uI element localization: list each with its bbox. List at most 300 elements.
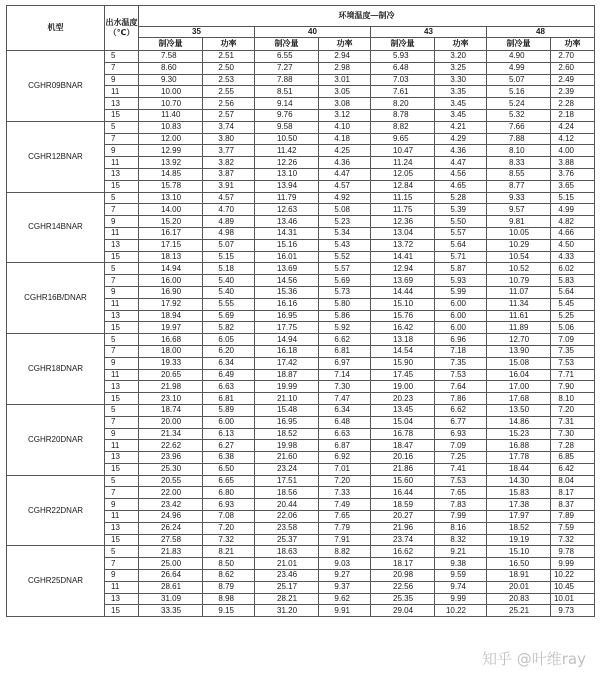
capacity-cell: 12.70: [487, 334, 551, 346]
capacity-cell: 25.00: [139, 558, 203, 570]
capacity-cell: 11.15: [371, 192, 435, 204]
capacity-cell: 19.99: [255, 381, 319, 393]
capacity-cell: 9.57: [487, 204, 551, 216]
power-cell: 3.91: [203, 180, 255, 192]
power-cell: 6.13: [203, 428, 255, 440]
capacity-cell: 18.52: [255, 428, 319, 440]
power-cell: 5.18: [203, 263, 255, 275]
capacity-cell: 16.78: [371, 428, 435, 440]
power-cell: 2.18: [551, 109, 595, 121]
power-cell: 4.36: [319, 157, 371, 169]
power-cell: 10.22: [551, 570, 595, 582]
power-cell: 3.82: [203, 157, 255, 169]
capacity-cell: 25.17: [255, 581, 319, 593]
power-cell: 7.30: [319, 381, 371, 393]
capacity-cell: 16.88: [487, 440, 551, 452]
capacity-cell: 16.04: [487, 369, 551, 381]
power-cell: 9.21: [435, 546, 487, 558]
power-cell: 6.62: [319, 334, 371, 346]
water-temp-cell: 7: [105, 558, 139, 570]
capacity-cell: 15.48: [255, 404, 319, 416]
capacity-cell: 10.05: [487, 227, 551, 239]
water-temp-cell: 11: [105, 511, 139, 523]
performance-table-sheet: [6, 5, 594, 617]
capacity-cell: 5.32: [487, 109, 551, 121]
capacity-cell: 25.21: [487, 605, 551, 617]
capacity-cell: 15.78: [139, 180, 203, 192]
capacity-cell: 10.50: [255, 133, 319, 145]
model-name-cell: CGHR22DNAR: [7, 475, 105, 546]
water-temp-cell: 9: [105, 428, 139, 440]
power-cell: 2.70: [551, 51, 595, 63]
capacity-cell: 13.18: [371, 334, 435, 346]
power-cell: 6.93: [203, 499, 255, 511]
power-cell: 5.89: [203, 404, 255, 416]
capacity-cell: 11.79: [255, 192, 319, 204]
power-cell: 8.37: [551, 499, 595, 511]
power-cell: 4.29: [435, 133, 487, 145]
capacity-cell: 10.70: [139, 98, 203, 110]
power-cell: 7.65: [319, 511, 371, 523]
capacity-cell: 22.56: [371, 581, 435, 593]
water-temp-cell: 5: [105, 404, 139, 416]
capacity-cell: 14.44: [371, 286, 435, 298]
power-cell: 6.49: [203, 369, 255, 381]
capacity-cell: 13.10: [139, 192, 203, 204]
power-cell: 2.50: [203, 62, 255, 74]
capacity-cell: 15.76: [371, 310, 435, 322]
power-cell: 4.33: [551, 251, 595, 263]
capacity-cell: 17.15: [139, 239, 203, 251]
model-name-cell: CGHR18DNAR: [7, 334, 105, 405]
power-cell: 8.62: [203, 570, 255, 582]
capacity-cell: 7.88: [487, 133, 551, 145]
power-cell: 7.32: [203, 534, 255, 546]
capacity-cell: 8.20: [371, 98, 435, 110]
power-cell: 4.57: [203, 192, 255, 204]
power-cell: 2.49: [551, 74, 595, 86]
power-cell: 3.65: [551, 180, 595, 192]
power-cell: 7.20: [203, 522, 255, 534]
model-name-cell: CGHR14BNAR: [7, 192, 105, 263]
water-temp-cell: 11: [105, 157, 139, 169]
capacity-cell: 16.00: [139, 275, 203, 287]
power-cell: 5.57: [435, 227, 487, 239]
capacity-header: 制冷量: [255, 38, 319, 51]
power-cell: 8.04: [551, 475, 595, 487]
capacity-cell: 26.24: [139, 522, 203, 534]
water-temp-cell: 13: [105, 452, 139, 464]
power-cell: 6.93: [435, 428, 487, 440]
capacity-cell: 17.97: [487, 511, 551, 523]
power-cell: 4.21: [435, 121, 487, 133]
power-cell: 9.62: [319, 593, 371, 605]
power-cell: 2.28: [551, 98, 595, 110]
power-cell: 4.24: [551, 121, 595, 133]
power-header: 功率: [551, 38, 595, 51]
capacity-cell: 21.98: [139, 381, 203, 393]
capacity-cell: 16.44: [371, 487, 435, 499]
power-cell: 5.64: [551, 286, 595, 298]
power-cell: 7.53: [435, 369, 487, 381]
capacity-cell: 12.36: [371, 216, 435, 228]
power-cell: 4.25: [319, 145, 371, 157]
power-cell: 5.71: [435, 251, 487, 263]
power-header: 功率: [435, 38, 487, 51]
power-cell: 7.49: [319, 499, 371, 511]
power-cell: 7.79: [319, 522, 371, 534]
power-cell: 6.02: [551, 263, 595, 275]
water-temp-cell: 9: [105, 145, 139, 157]
power-cell: 8.16: [435, 522, 487, 534]
capacity-cell: 7.66: [487, 121, 551, 133]
water-temp-cell: 5: [105, 475, 139, 487]
capacity-cell: 16.68: [139, 334, 203, 346]
power-cell: 5.83: [551, 275, 595, 287]
power-cell: 6.38: [203, 452, 255, 464]
power-cell: 6.00: [435, 310, 487, 322]
capacity-cell: 15.90: [371, 357, 435, 369]
capacity-cell: 24.96: [139, 511, 203, 523]
power-cell: 5.99: [435, 286, 487, 298]
capacity-cell: 5.07: [487, 74, 551, 86]
capacity-cell: 9.81: [487, 216, 551, 228]
capacity-cell: 14.54: [371, 345, 435, 357]
capacity-cell: 31.20: [255, 605, 319, 617]
power-cell: 6.00: [435, 298, 487, 310]
capacity-cell: 25.30: [139, 463, 203, 475]
capacity-cell: 17.92: [139, 298, 203, 310]
power-cell: 5.73: [319, 286, 371, 298]
capacity-cell: 18.44: [487, 463, 551, 475]
capacity-cell: 16.16: [255, 298, 319, 310]
power-cell: 4.56: [435, 168, 487, 180]
power-cell: 3.88: [551, 157, 595, 169]
capacity-cell: 8.82: [371, 121, 435, 133]
capacity-cell: 15.10: [371, 298, 435, 310]
capacity-cell: 26.64: [139, 570, 203, 582]
capacity-cell: 19.19: [487, 534, 551, 546]
power-cell: 5.69: [319, 275, 371, 287]
ambient-temp-40-header: 40: [255, 27, 371, 38]
capacity-cell: 9.14: [255, 98, 319, 110]
power-cell: 6.85: [551, 452, 595, 464]
capacity-cell: 13.04: [371, 227, 435, 239]
capacity-cell: 11.42: [255, 145, 319, 157]
water-temp-cell: 11: [105, 86, 139, 98]
power-cell: 7.31: [551, 416, 595, 428]
capacity-cell: 12.63: [255, 204, 319, 216]
capacity-cell: 21.96: [371, 522, 435, 534]
power-cell: 9.78: [551, 546, 595, 558]
capacity-cell: 17.75: [255, 322, 319, 334]
capacity-cell: 16.95: [255, 310, 319, 322]
model-column-header: 机型: [7, 6, 105, 51]
power-cell: 2.51: [203, 51, 255, 63]
capacity-cell: 19.97: [139, 322, 203, 334]
capacity-cell: 13.72: [371, 239, 435, 251]
ambient-temp-35-header: 35: [139, 27, 255, 38]
power-cell: 5.64: [435, 239, 487, 251]
capacity-cell: 4.99: [487, 62, 551, 74]
capacity-cell: 5.24: [487, 98, 551, 110]
capacity-cell: 5.16: [487, 86, 551, 98]
capacity-cell: 13.94: [255, 180, 319, 192]
water-temp-cell: 15: [105, 322, 139, 334]
power-cell: 4.65: [435, 180, 487, 192]
capacity-cell: 10.79: [487, 275, 551, 287]
power-cell: 6.50: [203, 463, 255, 475]
power-cell: 3.08: [319, 98, 371, 110]
capacity-cell: 11.34: [487, 298, 551, 310]
capacity-cell: 33.35: [139, 605, 203, 617]
power-cell: 4.92: [319, 192, 371, 204]
capacity-cell: 14.30: [487, 475, 551, 487]
capacity-cell: 15.10: [487, 546, 551, 558]
capacity-cell: 9.33: [487, 192, 551, 204]
power-cell: 4.10: [319, 121, 371, 133]
power-header: 功率: [203, 38, 255, 51]
power-cell: 5.82: [203, 322, 255, 334]
power-cell: 7.89: [551, 511, 595, 523]
capacity-cell: 17.68: [487, 393, 551, 405]
water-temp-cell: 5: [105, 51, 139, 63]
power-cell: 7.35: [435, 357, 487, 369]
power-cell: 5.55: [203, 298, 255, 310]
power-cell: 3.77: [203, 145, 255, 157]
power-cell: 5.25: [551, 310, 595, 322]
capacity-cell: 10.54: [487, 251, 551, 263]
power-cell: 9.73: [551, 605, 595, 617]
capacity-cell: 21.60: [255, 452, 319, 464]
power-cell: 7.08: [203, 511, 255, 523]
capacity-cell: 11.24: [371, 157, 435, 169]
power-cell: 8.79: [203, 581, 255, 593]
capacity-cell: 9.30: [139, 74, 203, 86]
power-cell: 7.53: [551, 357, 595, 369]
capacity-cell: 13.69: [255, 263, 319, 275]
power-cell: 5.40: [203, 275, 255, 287]
power-cell: 8.21: [203, 546, 255, 558]
capacity-cell: 15.04: [371, 416, 435, 428]
capacity-cell: 16.90: [139, 286, 203, 298]
capacity-cell: 12.84: [371, 180, 435, 192]
power-cell: 2.98: [319, 62, 371, 74]
capacity-cell: 12.05: [371, 168, 435, 180]
capacity-cell: 8.55: [487, 168, 551, 180]
model-name-cell: CGHR12BNAR: [7, 121, 105, 192]
water-temp-cell: 11: [105, 440, 139, 452]
table-row: [7, 51, 595, 63]
power-cell: 4.89: [203, 216, 255, 228]
power-cell: 3.35: [435, 86, 487, 98]
capacity-cell: 12.99: [139, 145, 203, 157]
power-cell: 7.71: [551, 369, 595, 381]
water-temp-cell: 13: [105, 168, 139, 180]
power-cell: 4.47: [435, 157, 487, 169]
capacity-cell: 22.00: [139, 487, 203, 499]
capacity-cell: 13.69: [371, 275, 435, 287]
power-cell: 7.53: [435, 475, 487, 487]
capacity-cell: 10.83: [139, 121, 203, 133]
capacity-cell: 18.52: [487, 522, 551, 534]
power-cell: 3.45: [435, 98, 487, 110]
capacity-cell: 8.51: [255, 86, 319, 98]
capacity-cell: 16.50: [487, 558, 551, 570]
water-temp-cell: 13: [105, 381, 139, 393]
water-temp-cell: 15: [105, 393, 139, 405]
power-cell: 9.74: [435, 581, 487, 593]
capacity-cell: 17.45: [371, 369, 435, 381]
capacity-cell: 18.59: [371, 499, 435, 511]
capacity-cell: 17.00: [487, 381, 551, 393]
ambient-temp-group-header: 环境温度—制冷: [139, 6, 595, 27]
water-temp-cell: 5: [105, 263, 139, 275]
power-cell: 7.09: [435, 440, 487, 452]
power-cell: 6.77: [435, 416, 487, 428]
power-cell: 6.42: [551, 463, 595, 475]
capacity-cell: 10.47: [371, 145, 435, 157]
power-cell: 6.96: [435, 334, 487, 346]
power-cell: 4.12: [551, 133, 595, 145]
capacity-cell: 15.23: [487, 428, 551, 440]
power-cell: 6.48: [319, 416, 371, 428]
capacity-cell: 23.74: [371, 534, 435, 546]
power-cell: 10.01: [551, 593, 595, 605]
power-cell: 6.97: [319, 357, 371, 369]
power-cell: 6.62: [435, 404, 487, 416]
capacity-cell: 18.87: [255, 369, 319, 381]
capacity-cell: 21.83: [139, 546, 203, 558]
capacity-cell: 22.62: [139, 440, 203, 452]
power-cell: 6.92: [319, 452, 371, 464]
power-cell: 7.32: [551, 534, 595, 546]
power-cell: 9.38: [435, 558, 487, 570]
capacity-cell: 11.75: [371, 204, 435, 216]
capacity-cell: 18.13: [139, 251, 203, 263]
capacity-cell: 23.58: [255, 522, 319, 534]
capacity-cell: 8.10: [487, 145, 551, 157]
capacity-cell: 11.89: [487, 322, 551, 334]
power-cell: 4.66: [551, 227, 595, 239]
water-temp-cell: 7: [105, 345, 139, 357]
power-cell: 3.05: [319, 86, 371, 98]
power-cell: 7.33: [319, 487, 371, 499]
power-cell: 3.20: [435, 51, 487, 63]
power-cell: 7.01: [319, 463, 371, 475]
capacity-cell: 13.46: [255, 216, 319, 228]
capacity-cell: 23.46: [255, 570, 319, 582]
performance-table: [6, 5, 595, 617]
power-cell: 7.18: [435, 345, 487, 357]
power-cell: 4.36: [435, 145, 487, 157]
power-cell: 6.20: [203, 345, 255, 357]
power-cell: 8.10: [551, 393, 595, 405]
model-name-cell: CGHR09BNAR: [7, 51, 105, 122]
water-temp-cell: 7: [105, 133, 139, 145]
power-cell: 2.94: [319, 51, 371, 63]
power-cell: 7.47: [319, 393, 371, 405]
capacity-header: 制冷量: [371, 38, 435, 51]
capacity-cell: 8.78: [371, 109, 435, 121]
capacity-cell: 6.48: [371, 62, 435, 74]
watermark-text: 知乎 @叶维ray: [481, 650, 586, 668]
capacity-cell: 7.27: [255, 62, 319, 74]
water-temp-cell: 9: [105, 570, 139, 582]
power-cell: 7.83: [435, 499, 487, 511]
power-cell: 4.57: [319, 180, 371, 192]
capacity-cell: 8.33: [487, 157, 551, 169]
capacity-cell: 21.10: [255, 393, 319, 405]
power-cell: 5.93: [435, 275, 487, 287]
water-temp-cell: 7: [105, 275, 139, 287]
power-cell: 4.98: [203, 227, 255, 239]
power-cell: 7.64: [435, 381, 487, 393]
power-cell: 6.87: [319, 440, 371, 452]
power-cell: 9.99: [435, 593, 487, 605]
water-temp-cell: 11: [105, 581, 139, 593]
capacity-cell: 6.55: [255, 51, 319, 63]
power-cell: 3.45: [435, 109, 487, 121]
power-cell: 8.98: [203, 593, 255, 605]
power-cell: 2.60: [551, 62, 595, 74]
power-cell: 2.56: [203, 98, 255, 110]
water-temp-cell: 15: [105, 605, 139, 617]
capacity-cell: 21.01: [255, 558, 319, 570]
capacity-cell: 14.41: [371, 251, 435, 263]
capacity-cell: 23.10: [139, 393, 203, 405]
power-cell: 8.50: [203, 558, 255, 570]
power-cell: 4.00: [551, 145, 595, 157]
power-cell: 8.32: [435, 534, 487, 546]
capacity-cell: 20.00: [139, 416, 203, 428]
power-cell: 6.65: [203, 475, 255, 487]
capacity-cell: 18.17: [371, 558, 435, 570]
power-cell: 6.80: [203, 487, 255, 499]
power-cell: 2.53: [203, 74, 255, 86]
table-row: [7, 334, 595, 346]
capacity-cell: 13.92: [139, 157, 203, 169]
power-cell: 9.15: [203, 605, 255, 617]
power-cell: 5.80: [319, 298, 371, 310]
capacity-cell: 16.95: [255, 416, 319, 428]
water-temp-cell: 11: [105, 298, 139, 310]
power-cell: 3.76: [551, 168, 595, 180]
capacity-cell: 13.45: [371, 404, 435, 416]
capacity-cell: 7.58: [139, 51, 203, 63]
capacity-cell: 19.33: [139, 357, 203, 369]
capacity-cell: 17.42: [255, 357, 319, 369]
capacity-cell: 4.90: [487, 51, 551, 63]
capacity-cell: 10.29: [487, 239, 551, 251]
water-temp-cell: 7: [105, 416, 139, 428]
capacity-cell: 15.08: [487, 357, 551, 369]
water-temp-cell: 5: [105, 546, 139, 558]
power-header: 功率: [319, 38, 371, 51]
power-cell: 7.35: [551, 345, 595, 357]
water-temp-cell: 13: [105, 522, 139, 534]
table-row: [7, 546, 595, 558]
capacity-cell: 15.83: [487, 487, 551, 499]
water-temp-cell: 7: [105, 204, 139, 216]
water-temp-cell: 15: [105, 109, 139, 121]
power-cell: 6.34: [203, 357, 255, 369]
capacity-cell: 12.94: [371, 263, 435, 275]
capacity-cell: 18.74: [139, 404, 203, 416]
ambient-temp-43-header: 43: [371, 27, 487, 38]
capacity-cell: 25.35: [371, 593, 435, 605]
capacity-cell: 20.44: [255, 499, 319, 511]
